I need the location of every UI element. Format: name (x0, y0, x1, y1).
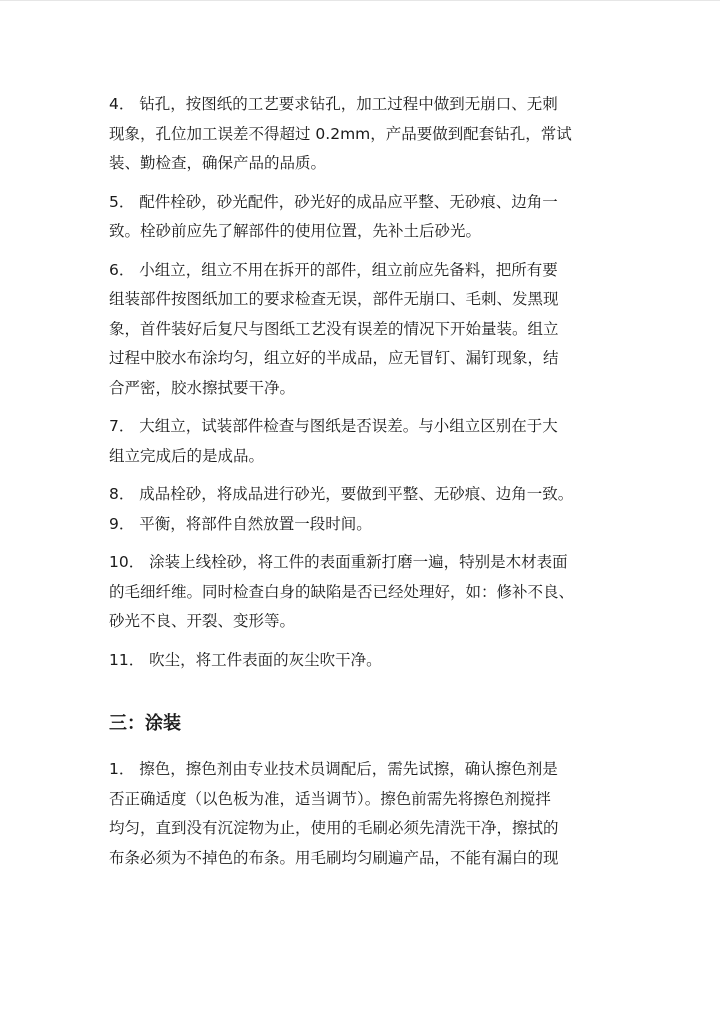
paragraph-step-8: 8． 成品栓砂，将成品进行砂光，要做到平整、无砂痕、边角一致。 (109, 485, 574, 503)
paragraph-step-10: 10． 涂装上线栓砂，将工件的表面重新打磨一遍，特别是木材表面 的毛细纤维。同时检查白身的缺陷是否已经处理好，如：修补不良、 砂光不良、开裂、变形等。 (109, 553, 575, 630)
paragraph-step-6: 6． 小组立，组立不用在拆开的部件，组立前应先备料，把所有要 组装部件按图纸加工的要求检查无误，部件无崩口、毛刺、发黑现 象，首件装好后复尺与图纸工艺没有误差的情况下开始量装。组立 过程中胶水布涂均匀，组立好的半成品，应无冒钉、漏钉现象，结 合严密，胶水擦拭要干净。 (109, 260, 559, 397)
paragraph-step-4: 4． 钻孔，按图纸的工艺要求钻孔，加工过程中做到无崩口、无刺 现象，孔位加工误差不得超过 0.2mm，产品要做到配套钻孔，常试 装、勤检查，确保产品的品质。 (109, 95, 572, 172)
paragraph-coating-step-1: 1． 擦色，擦色剂由专业技术员调配后，需先试擦，确认擦色剂是 否正确适度（以色板为准，适当调节）。擦色前需先将擦色剂搅拌 均匀，直到没有沉淀物为止，使用的毛刷必须先清洗干净，擦拭的 布条必须为不掉色的布条。用毛刷均匀刷遍产品，不能有漏白的现 (109, 760, 559, 867)
paragraph-step-9: 9． 平衡，将部件自然放置一段时间。 (109, 514, 372, 533)
page-top-border (0, 0, 720, 1)
paragraph-step-5: 5． 配件栓砂，砂光配件，砂光好的成品应平整、无砂痕、边角一 致。栓砂前应先了解部件的使用位置，先补土后砂光。 (109, 192, 558, 240)
document-body (109, 90, 629, 882)
section-heading-coating: 三：涂装 (109, 713, 181, 734)
paragraph-step-11: 11． 吹尘，将工件表面的灰尘吹干净。 (109, 650, 382, 669)
paragraph-step-7: 7． 大组立，试装部件检查与图纸是否误差。与小组立区别在于大 组立完成后的是成品。 (109, 417, 558, 465)
